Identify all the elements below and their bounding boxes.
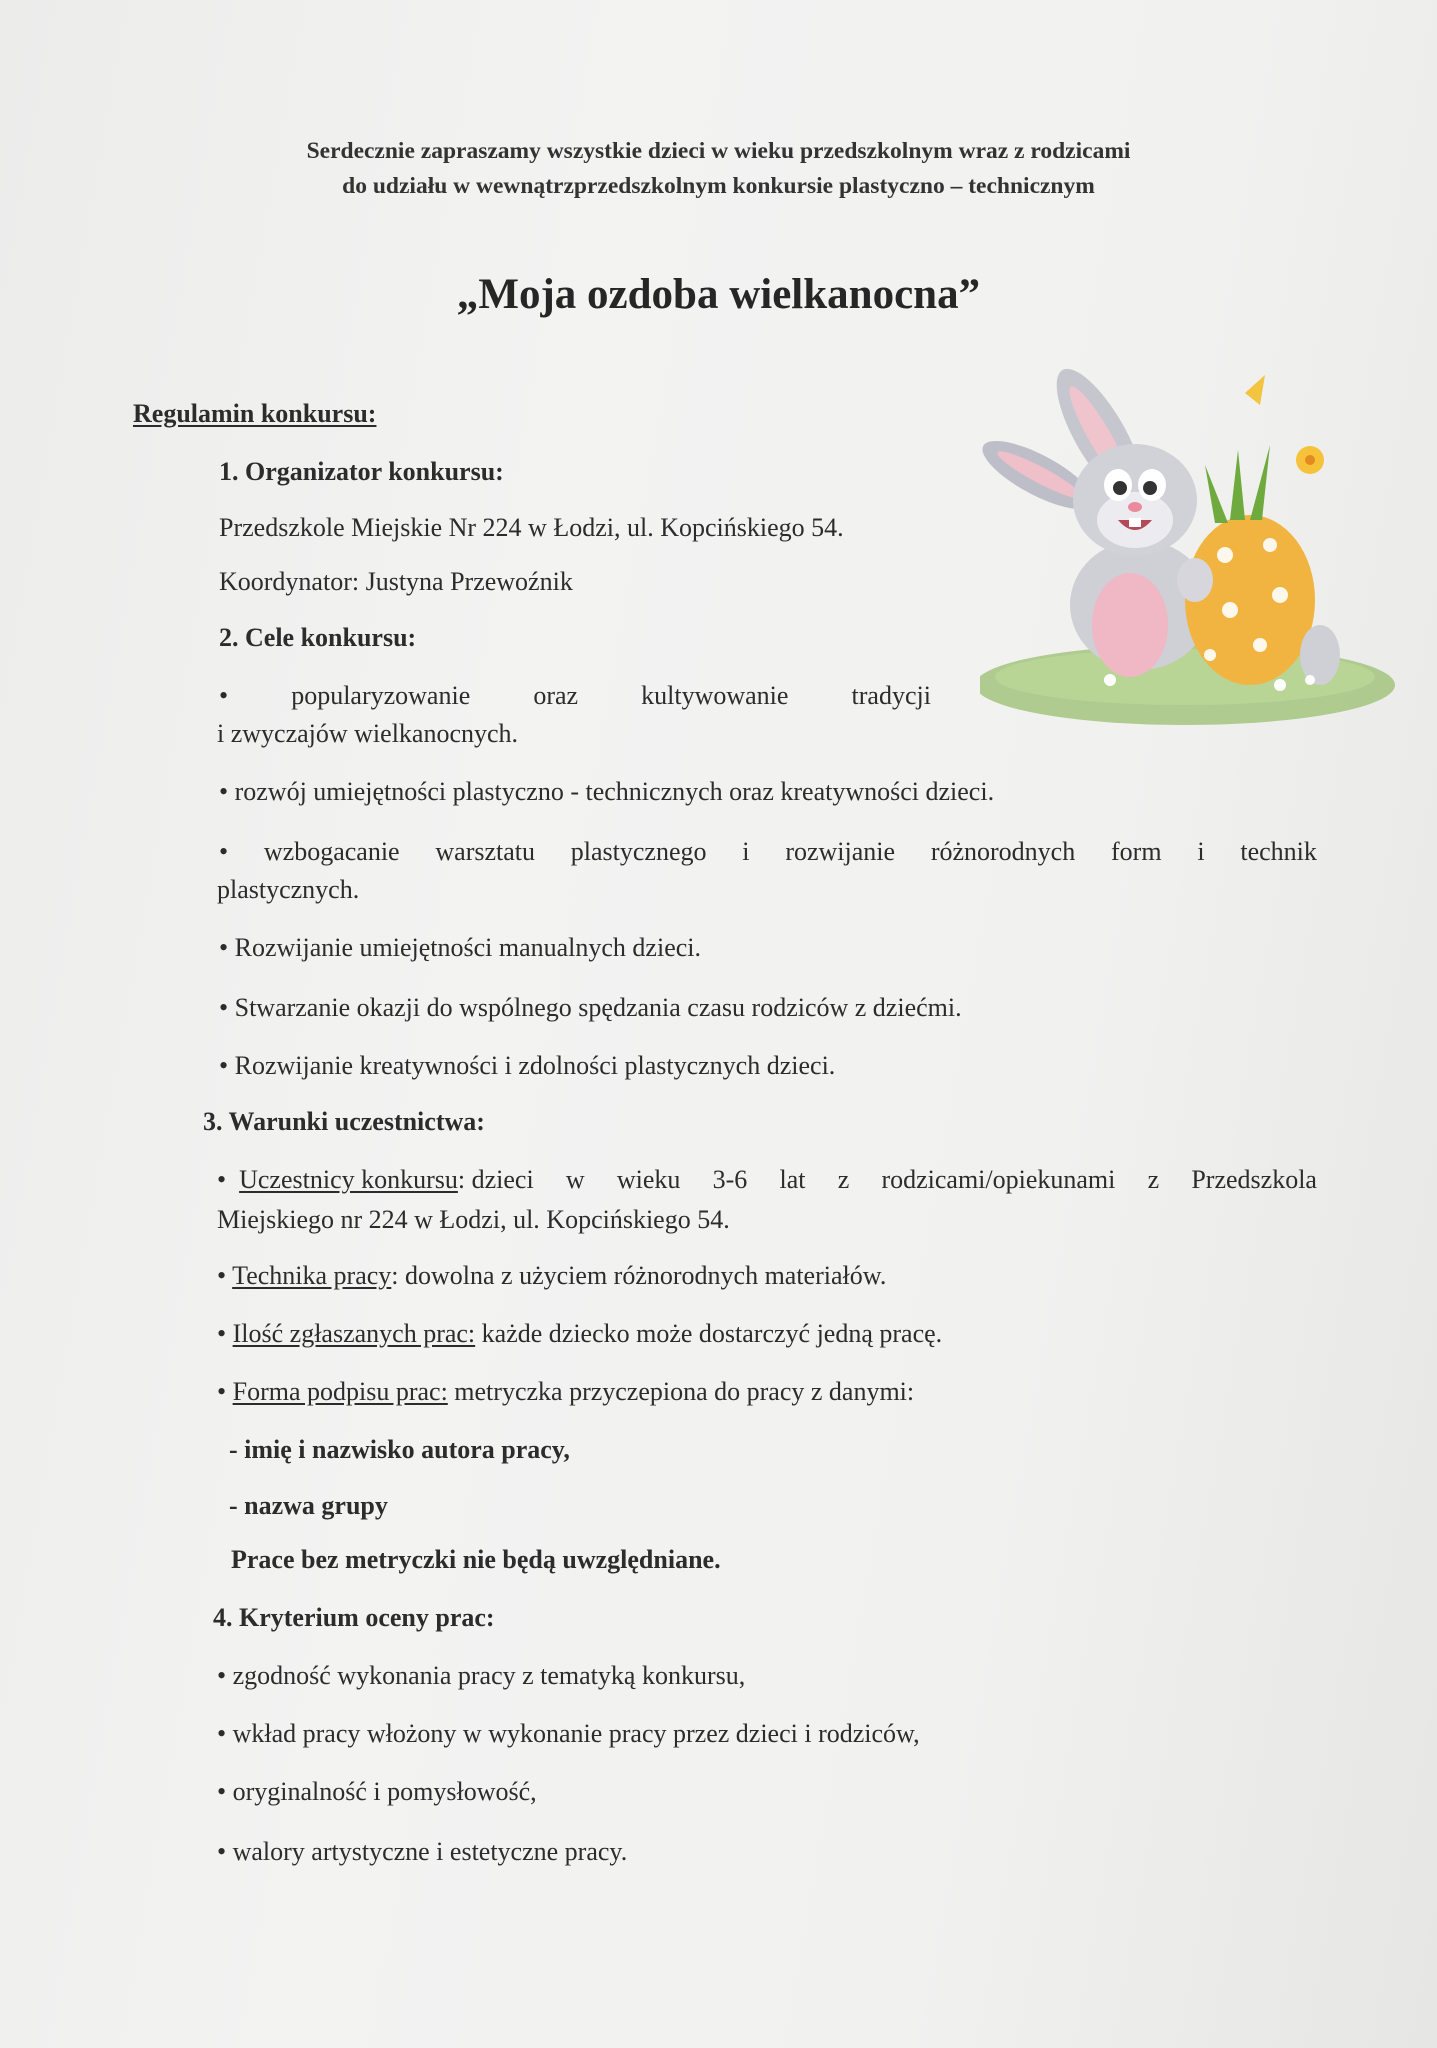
word: różnorodnych <box>930 837 1076 866</box>
count-label: Ilość zgłaszanych prac: <box>232 1319 476 1348</box>
contest-title: „Moja ozdoba wielkanocna” <box>456 271 981 318</box>
goal-3-continuation: plastycznych. <box>217 875 360 904</box>
invitation-line-1: Serdecznie zapraszamy wszystkie dzieci w wieku przedszkolnym wraz z rodzicami <box>306 138 1131 164</box>
criterion-4: • walory artystyczne i estetyczne pracy. <box>217 1837 628 1866</box>
word: w <box>565 1165 585 1194</box>
signature-line <box>217 1374 914 1410</box>
word: i <box>1197 837 1205 866</box>
word: wzbogacanie <box>263 837 400 866</box>
participants-line <box>217 1162 1317 1198</box>
word: lat <box>779 1165 806 1194</box>
word: rozwijanie <box>785 837 896 866</box>
participants-continuation: Miejskiego nr 224 w Łodzi, ul. Kopcińskiego 54. <box>217 1205 730 1234</box>
section-organizer-heading: 1. Organizator konkursu: <box>219 457 504 486</box>
criterion-2: • wkład pracy włożony w wykonanie pracy przez dzieci i rodziców, <box>217 1719 920 1748</box>
rules-heading: Regulamin konkursu: <box>133 399 377 428</box>
word: : dzieci <box>457 1165 534 1194</box>
participants-lead <box>217 1162 534 1198</box>
goal-2: • rozwój umiejętności plastyczno - technicznych oraz kreatywności dzieci. <box>219 777 995 806</box>
word: tradycji <box>851 681 931 710</box>
word: kultywowanie <box>641 681 789 710</box>
signature-data-2: - nazwa grupy <box>229 1491 388 1520</box>
invitation-line-2: do udziału w wewnątrzprzedszkolnym konkursie plastyczno – technicznym <box>342 173 1095 199</box>
word: popularyzowanie <box>291 681 471 710</box>
section-goals-heading: 2. Cele konkursu: <box>219 623 417 652</box>
goal-5: • Stwarzanie okazji do wspólnego spędzania czasu rodziców z dziećmi. <box>219 993 962 1022</box>
coordinator-text: Koordynator: Justyna Przewoźnik <box>219 567 573 596</box>
word: oraz <box>533 681 579 710</box>
easter-bunny-illustration <box>980 355 1410 735</box>
bullet: • <box>217 1377 227 1406</box>
criterion-1: • zgodność wykonania pracy z tematyką konkursu, <box>217 1661 746 1690</box>
criterion-3: • oryginalność i pomysłowość, <box>217 1777 537 1806</box>
count-line <box>217 1316 942 1352</box>
word: plastycznego <box>570 837 707 866</box>
goal-1-line <box>219 678 931 714</box>
word: wieku <box>616 1165 681 1194</box>
invitation-text <box>0 134 1437 204</box>
word: i <box>742 837 750 866</box>
word: • <box>219 837 229 866</box>
participants-label: Uczestnicy konkursu <box>239 1165 458 1194</box>
word: warsztatu <box>435 837 535 866</box>
signature-data-1: - imię i nazwisko autora pracy, <box>229 1435 570 1464</box>
count-text: każde dziecko może dostarczyć jedną pracę. <box>475 1319 943 1348</box>
goal-6: • Rozwijanie kreatywności i zdolności plastycznych dzieci. <box>219 1051 836 1080</box>
technique-text: : dowolna z użyciem różnorodnych materiałów. <box>391 1261 887 1290</box>
word: rodzicami/opiekunami <box>881 1165 1116 1194</box>
section-conditions-heading: 3. Warunki uczestnictwa: <box>203 1107 485 1136</box>
word: 3-6 <box>712 1165 748 1194</box>
word: form <box>1111 837 1162 866</box>
section-criteria-heading: 4. Kryterium oceny prac: <box>213 1603 495 1632</box>
goal-3-line <box>219 834 1317 870</box>
signature-label: Forma podpisu prac: <box>232 1377 448 1406</box>
metric-note: Prace bez metryczki nie będą uwzględniane. <box>231 1545 721 1574</box>
goal-1-continuation: i zwyczajów wielkanocnych. <box>217 719 519 748</box>
signature-text: metryczka przyczepiona do pracy z danymi: <box>447 1377 915 1406</box>
bullet: • <box>217 1261 227 1290</box>
bullet: • <box>217 1319 227 1348</box>
word: z <box>1147 1165 1160 1194</box>
goal-4: • Rozwijanie umiejętności manualnych dzieci. <box>219 933 702 962</box>
word: z <box>837 1165 850 1194</box>
organizer-text: Przedszkole Miejskie Nr 224 w Łodzi, ul. Kopcińskiego 54. <box>219 513 844 542</box>
bullet: • <box>219 681 229 710</box>
word: Przedszkola <box>1191 1165 1317 1194</box>
technique-line <box>217 1258 886 1294</box>
bullet: • <box>217 1165 227 1194</box>
word: technik <box>1240 837 1317 866</box>
technique-label: Technika pracy <box>232 1261 392 1290</box>
